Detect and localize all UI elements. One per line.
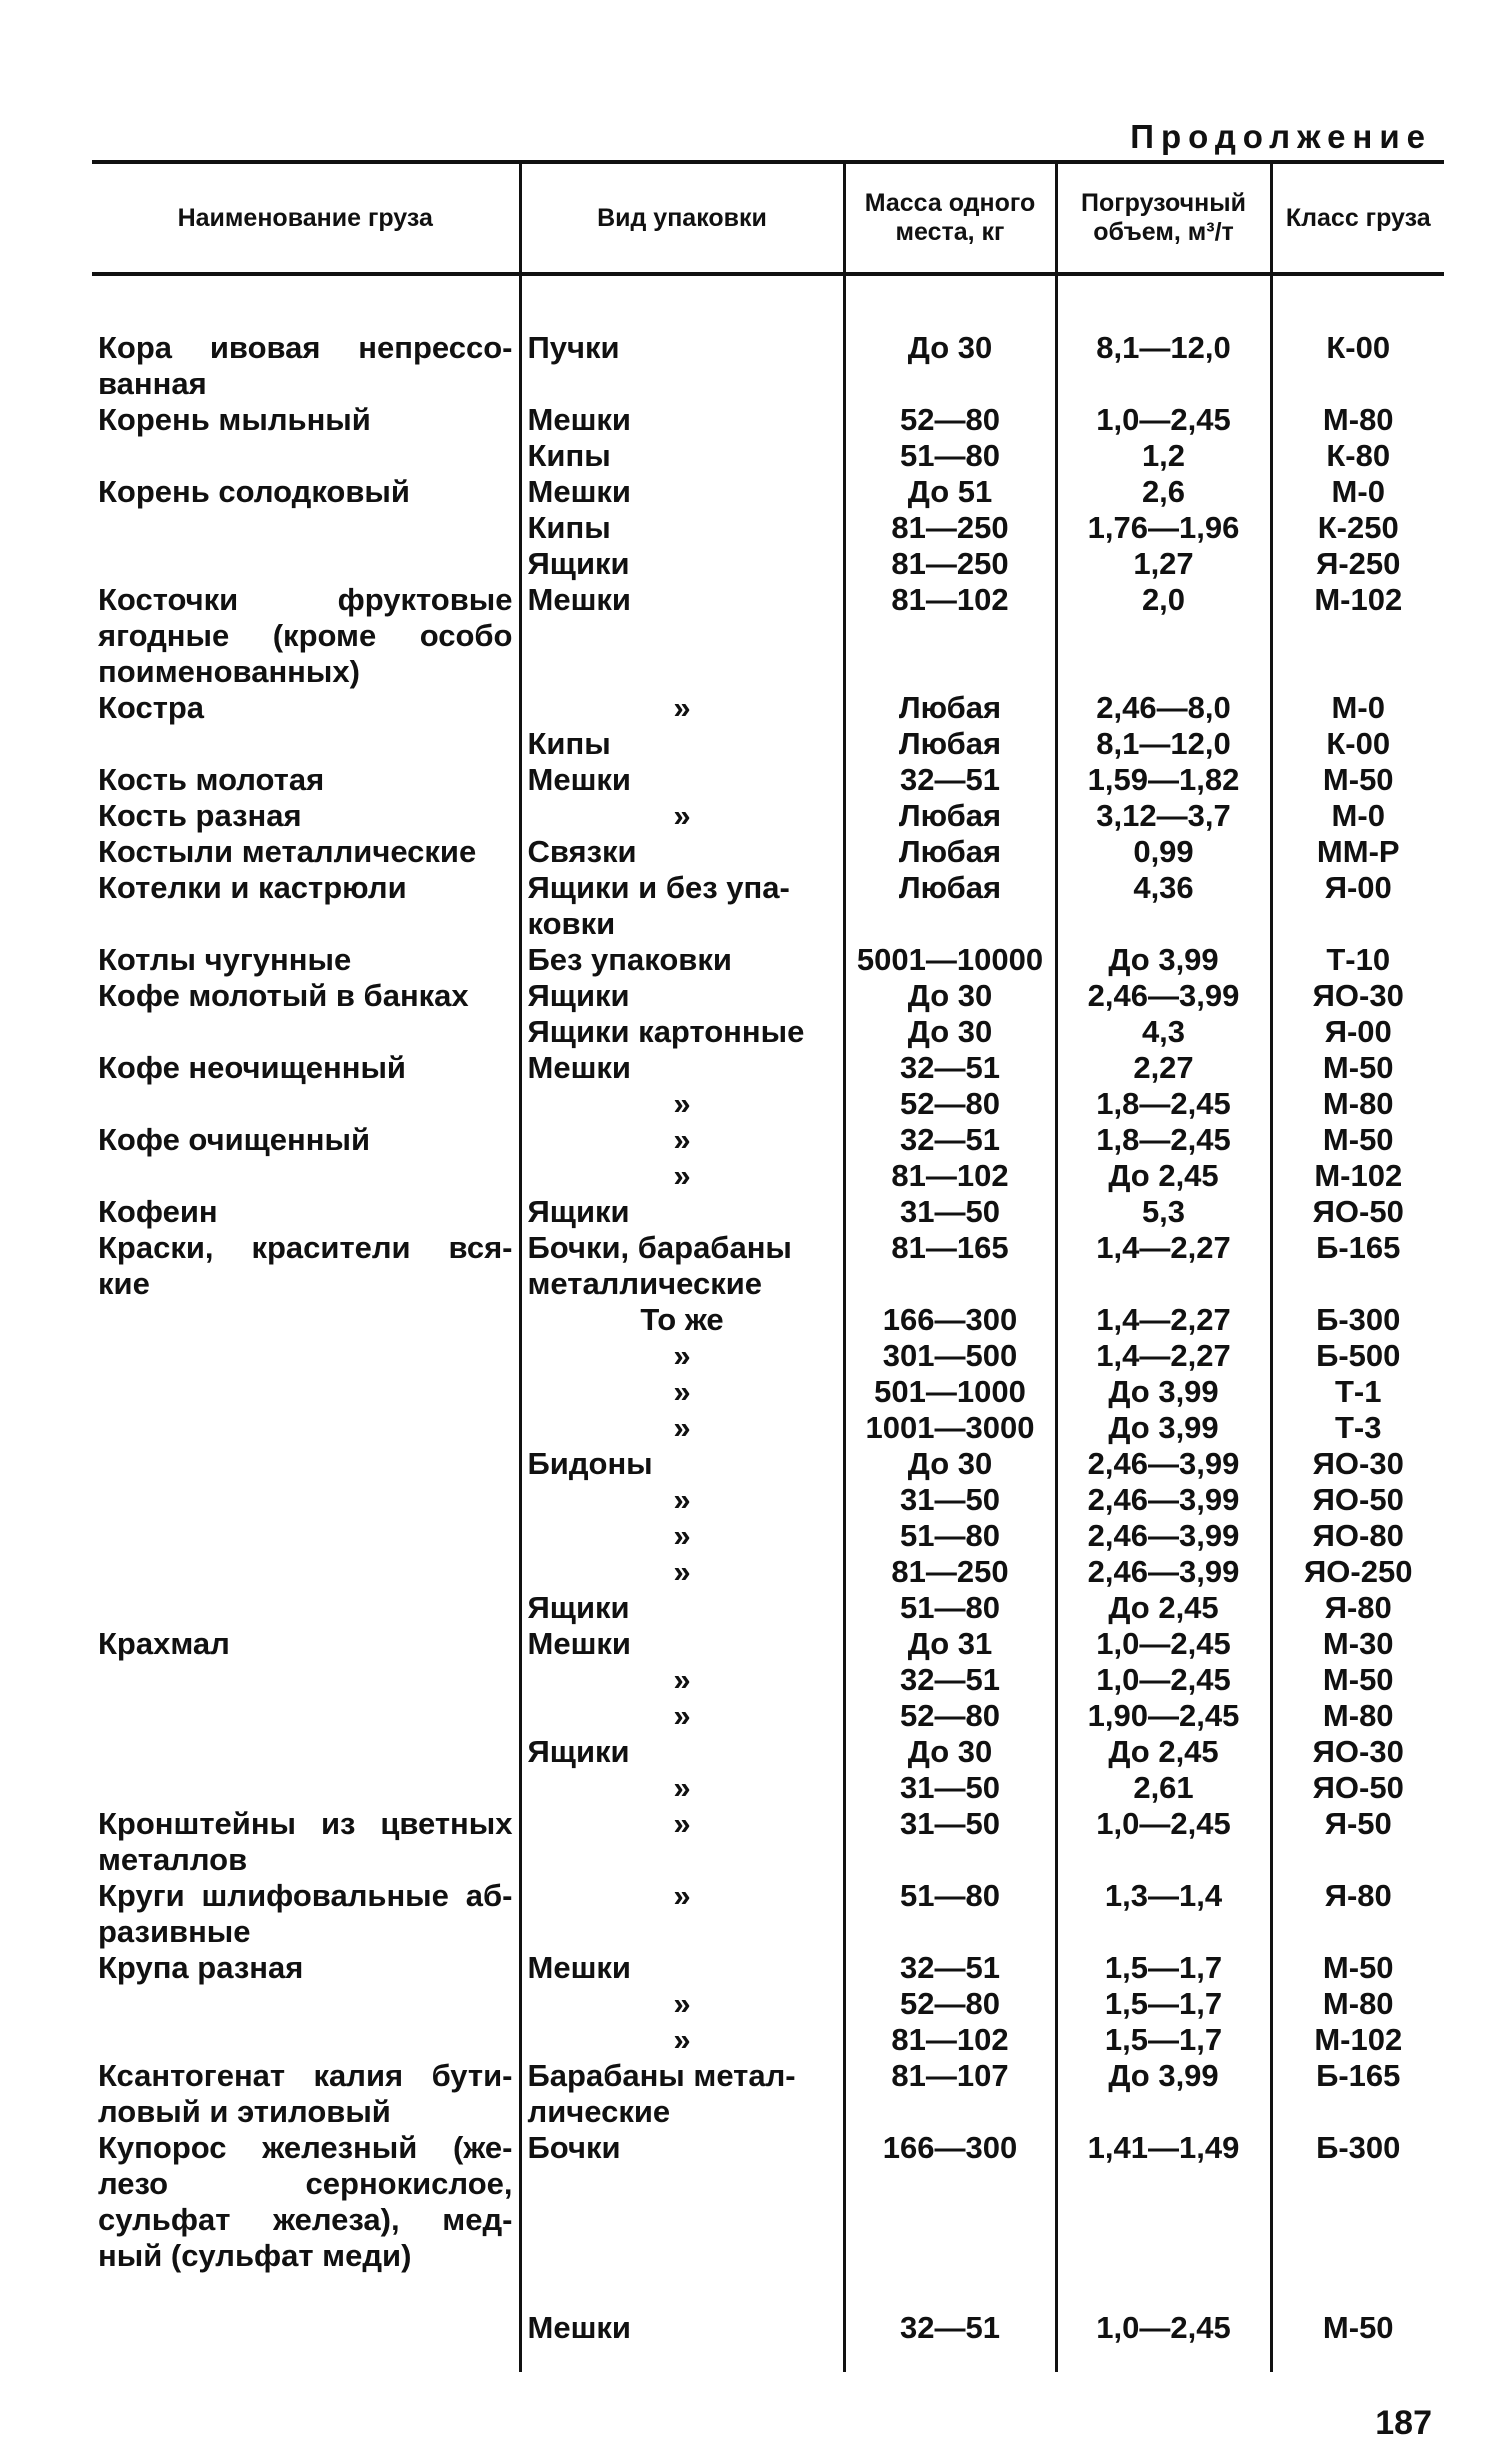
table-row	[92, 1338, 1444, 1374]
table-row	[92, 546, 1444, 582]
cell-class: Т-1	[1271, 1374, 1444, 1410]
header-class: Класс груза	[1271, 162, 1444, 274]
cell-packaging: »	[520, 1086, 844, 1122]
cell-packaging: »	[520, 1122, 844, 1158]
cell-volume: 1,41—1,49	[1056, 2130, 1271, 2274]
cell-class: Т-3	[1271, 1410, 1444, 1446]
cell-volume: 1,4—2,27	[1056, 1338, 1271, 1374]
cell-class: Я-250	[1271, 546, 1444, 582]
cell-volume: До 3,99	[1056, 2058, 1271, 2130]
cell-mass: 81—102	[844, 582, 1056, 690]
cell-cargo-name	[92, 1446, 520, 1482]
cell-cargo-name: Кость разная	[98, 798, 302, 833]
cell-volume: 2,61	[1056, 1770, 1271, 1806]
cell-volume: До 2,45	[1056, 1734, 1271, 1770]
table-row	[92, 1734, 1444, 1770]
table-row	[92, 1158, 1444, 1194]
cell-cargo-name	[92, 510, 520, 546]
cell-mass: 81—250	[844, 546, 1056, 582]
cell-mass: 31—50	[844, 1482, 1056, 1518]
cell-cargo-name	[92, 1770, 520, 1806]
cell-cargo-name: Круги шлифовальные аб- разивные	[98, 1878, 513, 1949]
cell-cargo-name	[92, 1338, 520, 1374]
cell-cargo-name: Костра	[98, 690, 205, 725]
cell-volume: 1,8—2,45	[1056, 1086, 1271, 1122]
cell-packaging: »	[520, 1518, 844, 1554]
cell-volume: 1,3—1,4	[1056, 1878, 1271, 1950]
cell-packaging: Мешки	[520, 1626, 844, 1662]
cell-volume: 1,5—1,7	[1056, 2022, 1271, 2058]
cell-packaging: Мешки	[520, 474, 844, 510]
cell-packaging: Кипы	[520, 726, 844, 762]
cell-packaging: То же	[520, 1302, 844, 1338]
cell-volume: 2,46—3,99	[1056, 978, 1271, 1014]
cell-class: Б-165	[1271, 1230, 1444, 1302]
cell-mass: 32—51	[844, 1122, 1056, 1158]
cell-cargo-name	[92, 1662, 520, 1698]
cell-mass: До 30	[844, 978, 1056, 1014]
cell-packaging: Пучки	[520, 274, 844, 402]
cell-cargo-name: Краски, красители вся- кие	[98, 1230, 513, 1301]
cell-volume: 0,99	[1056, 834, 1271, 870]
table-row	[92, 762, 1444, 798]
cell-cargo-name: Кофе очищенный	[98, 1122, 371, 1157]
table-row	[92, 1986, 1444, 2022]
table-row	[92, 690, 1444, 726]
cell-mass: До 31	[844, 1626, 1056, 1662]
cell-packaging: Мешки	[520, 582, 844, 690]
cell-mass: 81—165	[844, 1230, 1056, 1302]
cell-mass: 31—50	[844, 1806, 1056, 1878]
cell-class: ММ-Р	[1271, 834, 1444, 870]
table-row	[92, 1374, 1444, 1410]
cell-class: Т-10	[1271, 942, 1444, 978]
cell-packaging: Мешки	[520, 762, 844, 798]
cell-class: ЯО-30	[1271, 1446, 1444, 1482]
cell-packaging: Ящики	[520, 1734, 844, 1770]
table-row	[92, 1878, 1444, 1950]
cell-packaging: »	[520, 690, 844, 726]
cell-volume: До 3,99	[1056, 1410, 1271, 1446]
cell-packaging: »	[520, 1410, 844, 1446]
cell-packaging: Бочки, барабаны металлические	[520, 1230, 844, 1302]
cell-volume: До 2,45	[1056, 1158, 1271, 1194]
cell-volume: 1,0—2,45	[1056, 1806, 1271, 1878]
cell-class: М-0	[1271, 474, 1444, 510]
cell-volume: 2,46—8,0	[1056, 690, 1271, 726]
cell-cargo-name	[92, 438, 520, 474]
cell-packaging: Барабаны метал- лические	[520, 2058, 844, 2130]
cell-class: М-102	[1271, 1158, 1444, 1194]
table-row	[92, 1626, 1444, 1662]
cell-mass: 52—80	[844, 1986, 1056, 2022]
table-row	[92, 1410, 1444, 1446]
cell-volume: 1,5—1,7	[1056, 1950, 1271, 1986]
cell-class: М-102	[1271, 2022, 1444, 2058]
cell-class: Б-300	[1271, 2130, 1444, 2274]
cell-volume: 2,6	[1056, 474, 1271, 510]
cell-mass: Любая	[844, 870, 1056, 942]
table-row	[92, 834, 1444, 870]
cell-class: М-80	[1271, 1086, 1444, 1122]
cell-packaging: Ящики	[520, 1590, 844, 1626]
table-header-row	[92, 162, 1444, 274]
cell-class: Я-00	[1271, 870, 1444, 942]
cell-mass: Любая	[844, 798, 1056, 834]
cell-mass: Любая	[844, 726, 1056, 762]
cell-cargo-name	[92, 1698, 520, 1734]
cell-class: М-0	[1271, 690, 1444, 726]
cell-volume: 1,5—1,7	[1056, 1986, 1271, 2022]
cell-mass: 32—51	[844, 1950, 1056, 1986]
cell-packaging: »	[520, 1806, 844, 1878]
cell-class: ЯО-30	[1271, 1734, 1444, 1770]
table-row	[92, 870, 1444, 942]
cell-cargo-name	[92, 1590, 520, 1626]
cell-packaging: »	[520, 1986, 844, 2022]
cell-mass: 51—80	[844, 438, 1056, 474]
header-mass: Масса одного места, кг	[844, 162, 1056, 274]
cell-class: М-50	[1271, 1122, 1444, 1158]
table-row	[92, 798, 1444, 834]
table-row	[92, 402, 1444, 438]
cell-mass: До 30	[844, 274, 1056, 402]
cell-mass: 32—51	[844, 762, 1056, 798]
cell-cargo-name	[92, 1158, 520, 1194]
cell-mass: 81—102	[844, 2022, 1056, 2058]
table-row	[92, 1050, 1444, 1086]
cell-cargo-name: Корень мыльный	[98, 402, 371, 437]
cell-mass: 301—500	[844, 1338, 1056, 1374]
table-row	[92, 1518, 1444, 1554]
cell-cargo-name: Косточки фруктовые ягодные (кроме особо поименованных)	[98, 582, 513, 689]
cell-volume: 1,27	[1056, 546, 1271, 582]
table-row	[92, 1302, 1444, 1338]
cell-volume: 1,0—2,45	[1056, 402, 1271, 438]
cell-class: Я-80	[1271, 1878, 1444, 1950]
cell-mass: До 51	[844, 474, 1056, 510]
table-row	[92, 1950, 1444, 1986]
cell-cargo-name	[92, 1410, 520, 1446]
table-row	[92, 1194, 1444, 1230]
cell-packaging: »	[520, 1878, 844, 1950]
cell-class: М-50	[1271, 762, 1444, 798]
table-row	[92, 274, 1444, 402]
cell-class: Б-300	[1271, 1302, 1444, 1338]
cell-volume: 1,4—2,27	[1056, 1230, 1271, 1302]
cell-volume: 1,0—2,45	[1056, 1662, 1271, 1698]
cell-packaging: »	[520, 1482, 844, 1518]
cell-class: М-102	[1271, 582, 1444, 690]
cell-packaging: »	[520, 1770, 844, 1806]
cell-volume: 2,0	[1056, 582, 1271, 690]
cell-mass: Любая	[844, 834, 1056, 870]
cell-volume: 1,2	[1056, 438, 1271, 474]
cell-class: Б-500	[1271, 1338, 1444, 1374]
cell-class: Я-50	[1271, 1806, 1444, 1878]
cell-class: М-50	[1271, 1050, 1444, 1086]
header-packaging: Вид упаковки	[520, 162, 844, 274]
table-row	[92, 1482, 1444, 1518]
cell-volume: 1,8—2,45	[1056, 1122, 1271, 1158]
cell-cargo-name	[92, 546, 520, 582]
cell-volume: 4,36	[1056, 870, 1271, 942]
page-number: 187	[1375, 2404, 1432, 2442]
cell-cargo-name	[92, 1986, 520, 2022]
table-row	[92, 1590, 1444, 1626]
cell-packaging: Мешки	[520, 2274, 844, 2372]
cell-packaging: Без упаковки	[520, 942, 844, 978]
table-row	[92, 942, 1444, 978]
cell-volume: 2,46—3,99	[1056, 1554, 1271, 1590]
cell-cargo-name	[92, 2274, 520, 2372]
cell-packaging: »	[520, 1662, 844, 1698]
cell-mass: 51—80	[844, 1590, 1056, 1626]
cell-cargo-name	[92, 1734, 520, 1770]
cell-mass: Любая	[844, 690, 1056, 726]
table-row	[92, 1698, 1444, 1734]
cell-cargo-name: Кора ивовая непрессо- ванная	[98, 330, 513, 401]
cell-class: К-250	[1271, 510, 1444, 546]
cell-volume: До 3,99	[1056, 942, 1271, 978]
cell-mass: 5001—10000	[844, 942, 1056, 978]
table-row	[92, 1014, 1444, 1050]
cell-cargo-name	[92, 1374, 520, 1410]
cell-class: ЯО-50	[1271, 1770, 1444, 1806]
cell-volume: 8,1—12,0	[1056, 274, 1271, 402]
cell-class: М-50	[1271, 1662, 1444, 1698]
cell-volume: 8,1—12,0	[1056, 726, 1271, 762]
cell-volume: 5,3	[1056, 1194, 1271, 1230]
cell-class: К-80	[1271, 438, 1444, 474]
cell-mass: До 30	[844, 1014, 1056, 1050]
cell-mass: 32—51	[844, 2274, 1056, 2372]
cell-cargo-name: Кофе неочищенный	[98, 1050, 406, 1085]
cell-mass: 51—80	[844, 1878, 1056, 1950]
cell-class: ЯО-250	[1271, 1554, 1444, 1590]
cell-class: ЯО-30	[1271, 978, 1444, 1014]
table-row	[92, 1086, 1444, 1122]
cell-class: К-00	[1271, 274, 1444, 402]
cell-cargo-name: Крупа разная	[98, 1950, 304, 1985]
cell-cargo-name: Котелки и кастрюли	[98, 870, 407, 905]
table-row	[92, 582, 1444, 690]
table-row	[92, 2274, 1444, 2372]
cell-class: М-80	[1271, 1698, 1444, 1734]
table-row	[92, 1770, 1444, 1806]
table-row	[92, 726, 1444, 762]
cell-mass: До 30	[844, 1446, 1056, 1482]
table-row	[92, 1554, 1444, 1590]
cell-mass: 31—50	[844, 1194, 1056, 1230]
cell-mass: 31—50	[844, 1770, 1056, 1806]
cell-volume: 1,59—1,82	[1056, 762, 1271, 798]
cell-mass: 52—80	[844, 402, 1056, 438]
cell-mass: 81—250	[844, 510, 1056, 546]
cell-volume: 2,27	[1056, 1050, 1271, 1086]
cell-packaging: »	[520, 1338, 844, 1374]
cell-cargo-name	[92, 1086, 520, 1122]
cell-volume: До 2,45	[1056, 1590, 1271, 1626]
cell-packaging: Бочки	[520, 2130, 844, 2274]
cell-cargo-name: Кость молотая	[98, 762, 325, 797]
cell-packaging: »	[520, 2022, 844, 2058]
cell-mass: 32—51	[844, 1050, 1056, 1086]
cell-volume: 2,46—3,99	[1056, 1482, 1271, 1518]
cell-packaging: Кипы	[520, 510, 844, 546]
cell-packaging: »	[520, 1158, 844, 1194]
table-row	[92, 2130, 1444, 2274]
cell-packaging: Ящики картонные	[520, 1014, 844, 1050]
cell-cargo-name: Купорос железный (же- лезо сернокислое, сульфат железа), мед- ный (сульфат меди)	[98, 2130, 513, 2273]
header-cargo-name: Наименование груза	[92, 162, 520, 274]
cell-mass: 166—300	[844, 1302, 1056, 1338]
cell-packaging: »	[520, 798, 844, 834]
table-row	[92, 978, 1444, 1014]
cell-cargo-name: Кофеин	[98, 1194, 218, 1229]
cell-class: М-50	[1271, 1950, 1444, 1986]
cell-cargo-name: Ксантогенат калия бути- ловый и этиловый	[98, 2058, 513, 2129]
cell-cargo-name: Крахмал	[98, 1626, 230, 1661]
cell-volume: 1,0—2,45	[1056, 2274, 1271, 2372]
cell-volume: 1,4—2,27	[1056, 1302, 1271, 1338]
cell-cargo-name: Котлы чугунные	[98, 942, 352, 977]
cell-cargo-name	[92, 1518, 520, 1554]
cell-packaging: Кипы	[520, 438, 844, 474]
cell-packaging: Ящики	[520, 1194, 844, 1230]
cell-cargo-name	[92, 2022, 520, 2058]
cell-packaging: Связки	[520, 834, 844, 870]
cell-packaging: Ящики	[520, 978, 844, 1014]
cell-cargo-name	[92, 1014, 520, 1050]
cell-cargo-name	[92, 1302, 520, 1338]
cell-packaging: Мешки	[520, 1950, 844, 1986]
table-row	[92, 1122, 1444, 1158]
continuation-label: Продолжение	[1130, 118, 1432, 155]
cell-volume: 1,0—2,45	[1056, 1626, 1271, 1662]
cell-volume: 1,90—2,45	[1056, 1698, 1271, 1734]
table-row	[92, 2022, 1444, 2058]
cell-cargo-name: Кофе молотый в банках	[98, 978, 469, 1013]
table-row	[92, 438, 1444, 474]
cell-packaging: Ящики и без упа- ковки	[520, 870, 844, 942]
cell-mass: 51—80	[844, 1518, 1056, 1554]
cell-volume: 1,76—1,96	[1056, 510, 1271, 546]
cell-packaging: »	[520, 1374, 844, 1410]
table-row	[92, 2058, 1444, 2130]
cell-class: Я-80	[1271, 1590, 1444, 1626]
cell-class: Б-165	[1271, 2058, 1444, 2130]
cell-mass: 81—107	[844, 2058, 1056, 2130]
cell-mass: 81—250	[844, 1554, 1056, 1590]
cell-mass: 52—80	[844, 1086, 1056, 1122]
cell-packaging: »	[520, 1554, 844, 1590]
cell-cargo-name: Корень солодковый	[98, 474, 410, 509]
cell-packaging: Мешки	[520, 1050, 844, 1086]
cell-mass: 501—1000	[844, 1374, 1056, 1410]
table-row	[92, 1446, 1444, 1482]
cargo-table	[92, 160, 1444, 2372]
cell-mass: 166—300	[844, 2130, 1056, 2274]
cell-class: ЯО-80	[1271, 1518, 1444, 1554]
table-row	[92, 510, 1444, 546]
cell-class: М-80	[1271, 402, 1444, 438]
table-row	[92, 1662, 1444, 1698]
table-body	[92, 274, 1444, 2372]
cell-cargo-name	[92, 1482, 520, 1518]
table-row	[92, 1806, 1444, 1878]
cell-volume: 3,12—3,7	[1056, 798, 1271, 834]
cell-class: К-00	[1271, 726, 1444, 762]
cell-volume: 2,46—3,99	[1056, 1446, 1271, 1482]
cell-packaging: Мешки	[520, 402, 844, 438]
cell-packaging: Ящики	[520, 546, 844, 582]
cell-class: ЯО-50	[1271, 1194, 1444, 1230]
cell-volume: До 3,99	[1056, 1374, 1271, 1410]
cell-cargo-name	[92, 726, 520, 762]
header-volume: Погрузочный объем, м³/т	[1056, 162, 1271, 274]
cell-packaging: »	[520, 1698, 844, 1734]
cell-mass: 1001—3000	[844, 1410, 1056, 1446]
cell-cargo-name: Кронштейны из цветных металлов	[98, 1806, 513, 1877]
cell-mass: До 30	[844, 1734, 1056, 1770]
cell-mass: 81—102	[844, 1158, 1056, 1194]
cell-class: М-0	[1271, 798, 1444, 834]
cell-cargo-name: Костыли металлические	[98, 834, 477, 869]
cell-class: М-30	[1271, 1626, 1444, 1662]
table-row	[92, 1230, 1444, 1302]
cell-class: Я-00	[1271, 1014, 1444, 1050]
table-row	[92, 474, 1444, 510]
cell-volume: 4,3	[1056, 1014, 1271, 1050]
cell-volume: 2,46—3,99	[1056, 1518, 1271, 1554]
cell-mass: 52—80	[844, 1698, 1056, 1734]
cell-class: М-80	[1271, 1986, 1444, 2022]
cell-class: ЯО-50	[1271, 1482, 1444, 1518]
cell-mass: 32—51	[844, 1662, 1056, 1698]
cell-cargo-name	[92, 1554, 520, 1590]
cell-packaging: Бидоны	[520, 1446, 844, 1482]
cell-class: М-50	[1271, 2274, 1444, 2372]
